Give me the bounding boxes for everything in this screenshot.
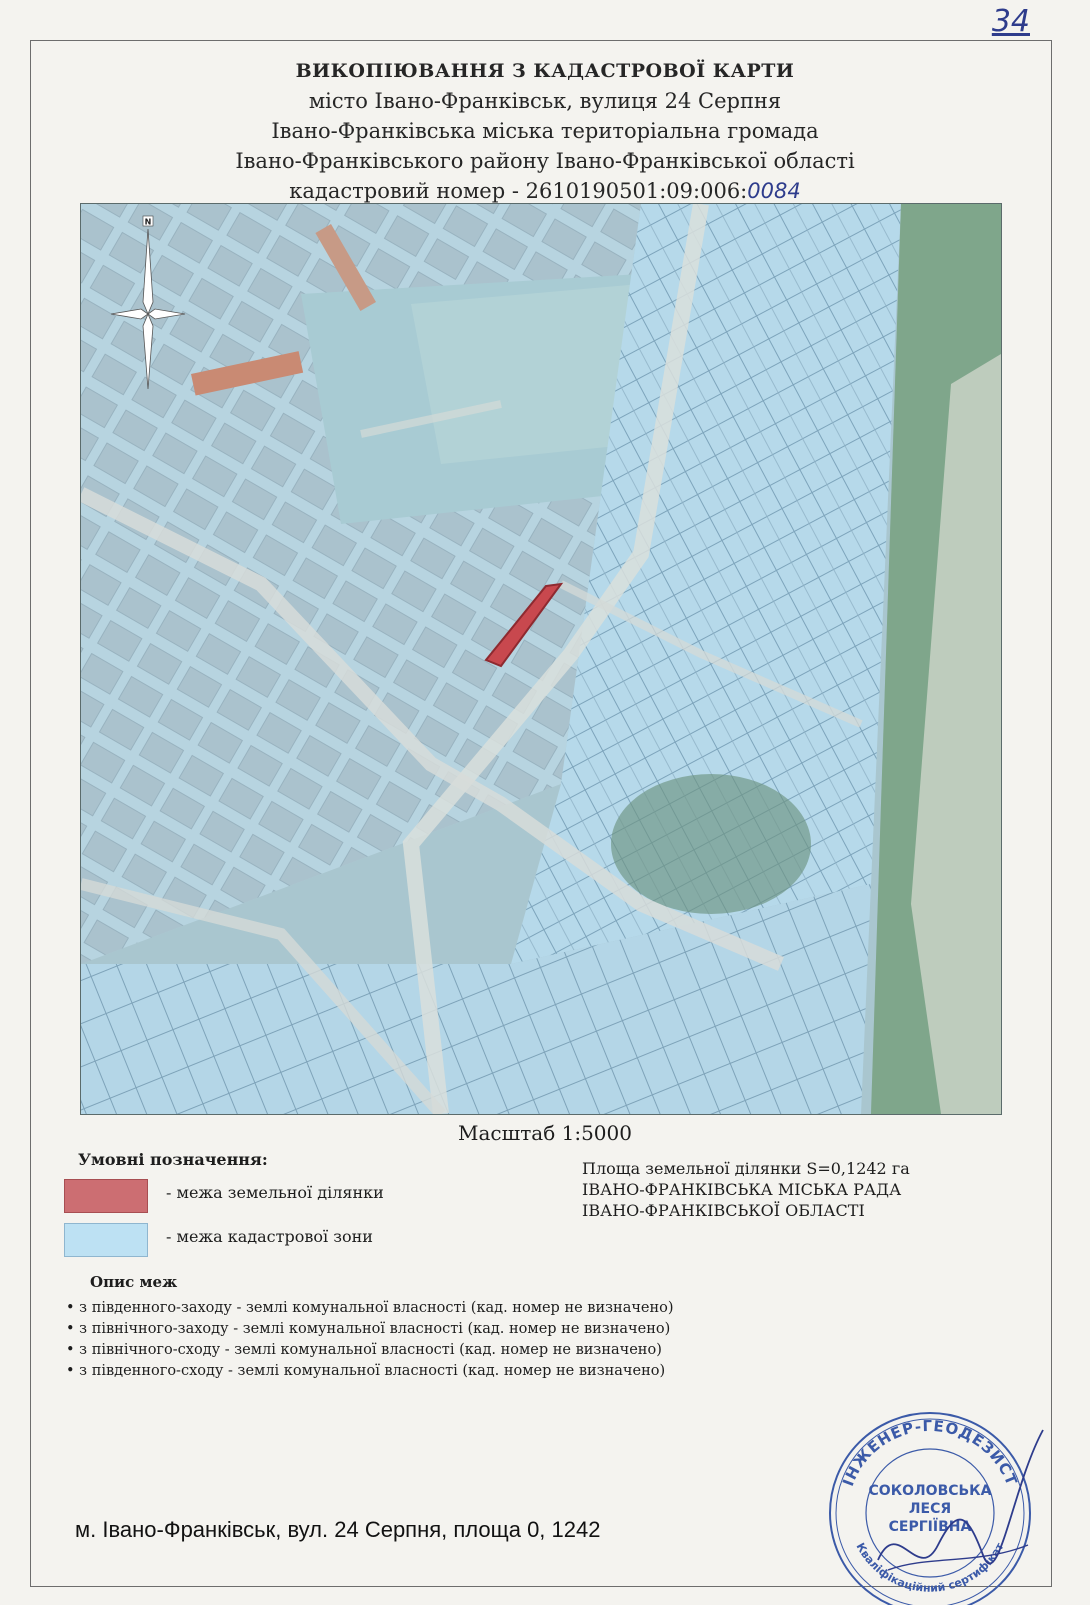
header-line-community: Івано-Франківська міська територіальна громада (271, 119, 819, 143)
header-line-city: місто Івано-Франківськ, вулиця 24 Серпня (308, 89, 782, 113)
cadastral-map (80, 203, 1002, 1115)
address-line: м. Івано-Франківськ, вул. 24 Серпня, площа 0, 1242 (75, 1517, 601, 1542)
document-header (0, 56, 1090, 206)
stamp-top-text: ІНЖЕНЕР-ГЕОДЕЗИСТ (839, 1416, 1021, 1489)
boundary-item: • з південного-заходу - землі комунальної власності (кад. номер не визначено) (66, 1298, 674, 1319)
legend-label-zone: - межа кадастрової зони (166, 1227, 373, 1246)
cadastral-prefix: кадастровий номер - 2610190501:09:006: (289, 179, 748, 203)
stamp-bottom-text: Кваліфікаційний сертифікат (853, 1540, 1007, 1595)
area-line: Площа земельної ділянки S=0,1242 га (582, 1159, 910, 1178)
legend-swatch-parcel (64, 1179, 148, 1213)
document-title: ВИКОПІЮВАННЯ З КАДАСТРОВОЇ КАРТИ (295, 60, 795, 82)
council-line: ІВАНО-ФРАНКІВСЬКА МІСЬКА РАДА (582, 1180, 902, 1199)
svg-text:ІНЖЕНЕР-ГЕОДЕЗИСТ (839, 1417, 1021, 1489)
stamp-name-2: ЛЕСЯ (908, 1501, 952, 1517)
page-number: 34 (991, 4, 1030, 39)
stamp-name-3: СЕРГІЇВНА (888, 1519, 972, 1535)
map-scale: Масштаб 1:5000 (458, 1121, 632, 1145)
boundary-item: • з південного-сходу - землі комунальної власності (кад. номер не визначено) (66, 1361, 674, 1382)
cadastral-number (0, 176, 1090, 206)
map-image (81, 204, 1001, 1114)
boundaries-title: Опис меж (90, 1273, 178, 1291)
stamp-name-1: СОКОЛОВСЬКА (868, 1483, 992, 1499)
header-line-region: Івано-Франківського району Івано-Франківської області (235, 149, 855, 173)
legend-title: Умовні позначення: (78, 1150, 268, 1169)
area-info (582, 1158, 910, 1221)
boundary-item: • з північного-заходу - землі комунальної власності (кад. номер не визначено) (66, 1319, 674, 1340)
region-line: ІВАНО-ФРАНКІВСЬКОЇ ОБЛАСТІ (582, 1201, 865, 1220)
cadastral-handwritten: 0084 (747, 179, 801, 203)
legend-swatch-zone (64, 1223, 148, 1257)
boundaries-list (66, 1298, 674, 1382)
legend-label-parcel: - межа земельної ділянки (166, 1183, 384, 1202)
boundary-item: • з північного-сходу - землі комунальної власності (кад. номер не визначено) (66, 1340, 674, 1361)
north-label: N (144, 217, 152, 227)
surveyor-stamp (808, 1395, 1053, 1605)
